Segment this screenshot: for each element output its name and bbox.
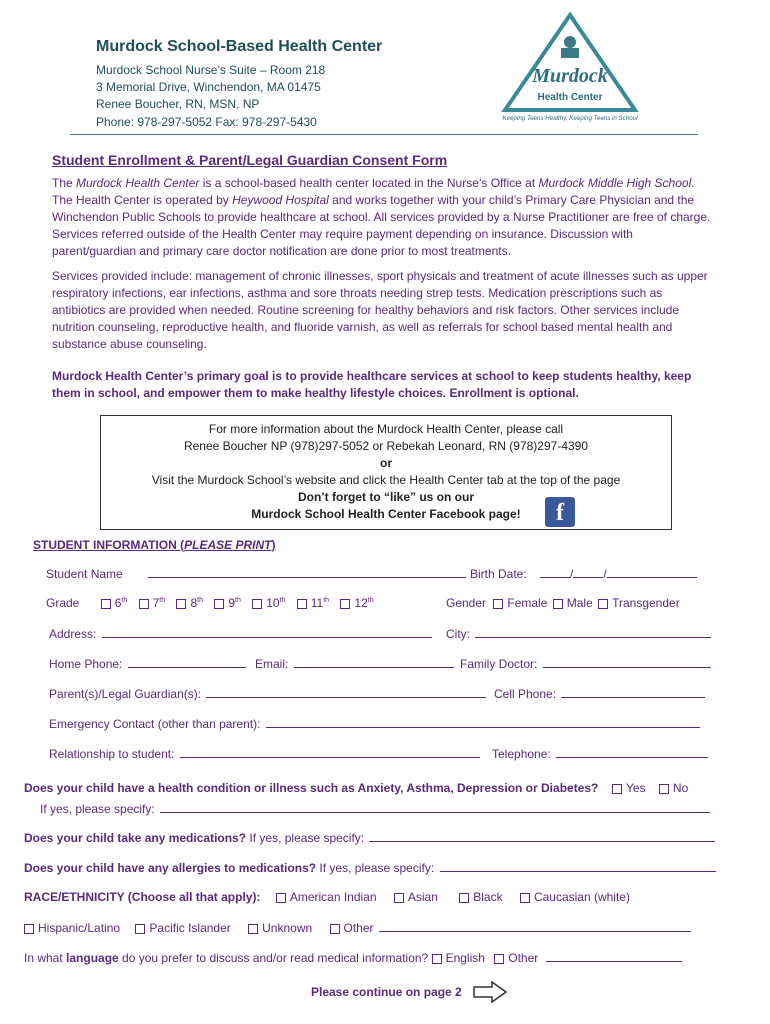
- student-name-row: [46, 566, 466, 581]
- grade-8[interactable]: 8th: [176, 596, 203, 610]
- medications-field[interactable]: [369, 830, 715, 842]
- checkbox-icon[interactable]: [659, 784, 669, 794]
- email-label: Email:: [255, 657, 289, 671]
- telephone-field[interactable]: [556, 746, 708, 758]
- emergency-row: [49, 716, 700, 731]
- checkbox-icon[interactable]: [553, 599, 563, 609]
- birth-day-field[interactable]: [573, 566, 603, 578]
- race-black[interactable]: Black: [459, 890, 502, 904]
- form-title: Student Enrollment & Parent/Legal Guardian Consent Form: [52, 152, 448, 168]
- checkbox-icon[interactable]: [214, 599, 224, 609]
- language-keyword: language: [66, 951, 119, 965]
- checkbox-icon[interactable]: [101, 599, 111, 609]
- info-box: [100, 415, 672, 530]
- race-other-field[interactable]: [379, 920, 691, 932]
- grade-6[interactable]: 6th: [101, 596, 128, 610]
- cell-phone-field[interactable]: [561, 686, 705, 698]
- family-doctor-label: Family Doctor:: [460, 657, 538, 671]
- grade-7[interactable]: 7th: [139, 596, 166, 610]
- checkbox-icon[interactable]: [494, 954, 504, 964]
- health-yes-option[interactable]: Yes: [612, 781, 646, 795]
- birth-date-label: Birth Date:: [470, 567, 527, 581]
- gender-label: Gender: [446, 596, 487, 610]
- address-line-1: Murdock School Nurse’s Suite – Room 218: [96, 63, 326, 77]
- address-line-3: Renee Boucher, RN, MSN, NP: [96, 97, 260, 111]
- language-english[interactable]: English: [432, 951, 485, 965]
- gender-female[interactable]: Female: [493, 596, 547, 610]
- race-american-indian[interactable]: American Indian: [276, 890, 377, 904]
- grade-9[interactable]: 9th: [214, 596, 241, 610]
- header-divider: [70, 134, 698, 135]
- grade-10[interactable]: 10th: [252, 596, 285, 610]
- grade-label: Grade: [46, 596, 80, 610]
- intro-paragraph-2: Services provided include: management of chronic illnesses, sport physicals and treatment of acute illnesses such as upper respiratory infections, ear infections, asthma and sore throats needing strep tests. Medication prescriptions such as antibiotics are provided when needed. Routine screening for healthy behaviors and risk factors. Other services include nutrition counseling, reproductive health, and fluoride varnish, as well as referrals for school based mental health and substance abuse counseling.: [52, 269, 708, 351]
- checkbox-icon[interactable]: [520, 893, 530, 903]
- telephone-label: Telephone:: [492, 747, 551, 761]
- checkbox-icon[interactable]: [248, 924, 258, 934]
- address-line-2: 3 Memorial Drive, Winchendon, MA 01475: [96, 80, 321, 94]
- home-phone-label: Home Phone:: [49, 657, 123, 671]
- guardian-field[interactable]: [206, 686, 486, 698]
- intro-paragraph-1: The Murdock Health Center is a school-based health center located in the Nurse’s Office at Murdock Middle High School. The Health Center is operated by Heywood Hospital and works together with your child’s Primary Care Physician and the Winchendon Public Schools to provide healthcare at school. All services provided by a Nurse Practitioner are free of charge. Services referred outside of the Health Center may require payment depending on insurance. Discussion with parent/guardian and primary care doctor notification are done prior to most treatments.: [52, 176, 711, 258]
- race-hispanic[interactable]: Hispanic/Latino: [24, 921, 120, 935]
- guardian-row: [49, 686, 486, 701]
- emergency-field[interactable]: [266, 716, 700, 728]
- birth-month-field[interactable]: [540, 566, 570, 578]
- health-question: Does your child have a health condition or illness such as Anxiety, Asthma, Depression or Diabetes?: [24, 781, 599, 795]
- health-question-row: [24, 781, 598, 795]
- grade-11[interactable]: 11th: [297, 596, 329, 610]
- guardian-label: Parent(s)/Legal Guardian(s):: [49, 687, 202, 701]
- race-question: RACE/ETHNICITY (Choose all that apply):: [24, 890, 261, 904]
- relationship-row: [49, 746, 480, 761]
- facebook-icon[interactable]: f: [545, 497, 575, 527]
- checkbox-icon[interactable]: [432, 954, 442, 964]
- checkbox-icon[interactable]: [135, 924, 145, 934]
- health-yes-no: [612, 781, 688, 795]
- address-row: [49, 626, 432, 641]
- home-phone-field[interactable]: [128, 656, 246, 668]
- health-specify-row: [40, 801, 710, 816]
- city-row: [446, 626, 711, 641]
- continue-note: Please continue on page 2: [311, 985, 462, 999]
- checkbox-icon[interactable]: [176, 599, 186, 609]
- logo-subtext: Health Center: [537, 92, 603, 103]
- race-pacific-islander[interactable]: Pacific Islander: [135, 921, 230, 935]
- student-name-field[interactable]: [148, 566, 466, 578]
- telephone-row: [492, 746, 708, 761]
- address-label: Address:: [49, 627, 97, 641]
- health-specify-field[interactable]: [160, 801, 710, 813]
- race-row-2: [24, 920, 691, 935]
- info-line-2: Renee Boucher NP (978)297-5052 or Rebekah Leonard, RN (978)297-4390: [183, 439, 589, 453]
- language-row: In what language do you prefer to discuss and/or read medical information? English Other: [24, 950, 682, 965]
- info-line-or: or: [380, 456, 392, 470]
- allergies-field[interactable]: [440, 860, 716, 872]
- language-other-field[interactable]: [546, 950, 682, 962]
- cell-phone-row: [494, 686, 705, 701]
- birth-year-field[interactable]: [607, 566, 697, 578]
- checkbox-icon[interactable]: [598, 599, 608, 609]
- center-title: Murdock School-Based Health Center: [96, 38, 383, 55]
- email-field[interactable]: [294, 656, 454, 668]
- cell-phone-label: Cell Phone:: [494, 687, 557, 701]
- health-no-option[interactable]: No: [659, 781, 688, 795]
- gender-row: [446, 596, 680, 610]
- arrow-right-icon: [472, 980, 508, 1004]
- checkbox-icon[interactable]: [340, 599, 350, 609]
- logo-name: Murdock: [532, 65, 608, 87]
- city-label: City:: [446, 627, 470, 641]
- logo-tagline: Keeping Teens Healthy, Keeping Teens in School: [502, 115, 638, 122]
- info-line-4: Visit the Murdock School’s website and click the Health Center tab at the top of the page: [151, 473, 621, 487]
- emergency-label: Emergency Contact (other than parent):: [49, 717, 261, 731]
- grade-row: [46, 596, 374, 610]
- birth-date-row: Birth Date: / /: [470, 566, 697, 581]
- checkbox-icon[interactable]: [493, 599, 503, 609]
- info-line-1: For more information about the Murdock Health Center, please call: [208, 422, 564, 436]
- medications-row: Does your child take any medications? If yes, please specify:: [24, 830, 715, 845]
- checkbox-icon[interactable]: [394, 893, 404, 903]
- checkbox-icon[interactable]: [612, 784, 622, 794]
- allergies-row: Does your child have any allergies to medications? If yes, please specify:: [24, 860, 716, 875]
- family-doctor-field[interactable]: [543, 656, 711, 668]
- address-field[interactable]: [102, 626, 432, 638]
- allergies-question: Does your child have any allergies to medications?: [24, 861, 317, 875]
- checkbox-icon[interactable]: [297, 599, 307, 609]
- info-line-5: Don’t forget to “like” us on our: [298, 490, 474, 504]
- family-doctor-row: [460, 656, 711, 671]
- goal-statement: Murdock Health Center’s primary goal is to provide healthcare services at school to keep students healthy, keep them in school, and empower them to make healthy lifestyle choices. Enrollment is optional.: [52, 369, 692, 400]
- language-other[interactable]: Other: [494, 951, 538, 965]
- checkbox-icon[interactable]: [459, 893, 469, 903]
- checkbox-icon[interactable]: [24, 924, 34, 934]
- checkbox-icon[interactable]: [330, 924, 340, 934]
- relationship-label: Relationship to student:: [49, 747, 175, 761]
- gender-transgender[interactable]: Transgender: [598, 596, 680, 610]
- checkbox-icon[interactable]: [276, 893, 286, 903]
- address-line-4: Phone: 978-297-5052 Fax: 978-297-5430: [96, 115, 317, 129]
- race-row-1: [24, 890, 630, 904]
- checkbox-icon[interactable]: [139, 599, 149, 609]
- relationship-field[interactable]: [180, 746, 480, 758]
- medications-question: Does your child take any medications?: [24, 831, 247, 845]
- city-field[interactable]: [475, 626, 711, 638]
- student-name-label: Student Name: [46, 567, 123, 581]
- home-phone-row: [49, 656, 246, 671]
- race-unknown[interactable]: Unknown: [248, 921, 312, 935]
- checkbox-icon[interactable]: [252, 599, 262, 609]
- health-center-logo: [495, 12, 645, 124]
- grade-12[interactable]: 12th: [340, 596, 373, 610]
- student-info-heading: STUDENT INFORMATION (PLEASE PRINT): [33, 538, 276, 552]
- race-asian[interactable]: Asian: [394, 890, 438, 904]
- race-caucasian[interactable]: Caucasian (white): [520, 890, 630, 904]
- gender-male[interactable]: Male: [553, 596, 593, 610]
- race-other[interactable]: Other: [330, 921, 374, 935]
- health-specify-label: If yes, please specify:: [40, 802, 155, 816]
- email-row: [255, 656, 454, 671]
- info-line-6: Murdock School Health Center Facebook page!: [251, 507, 521, 521]
